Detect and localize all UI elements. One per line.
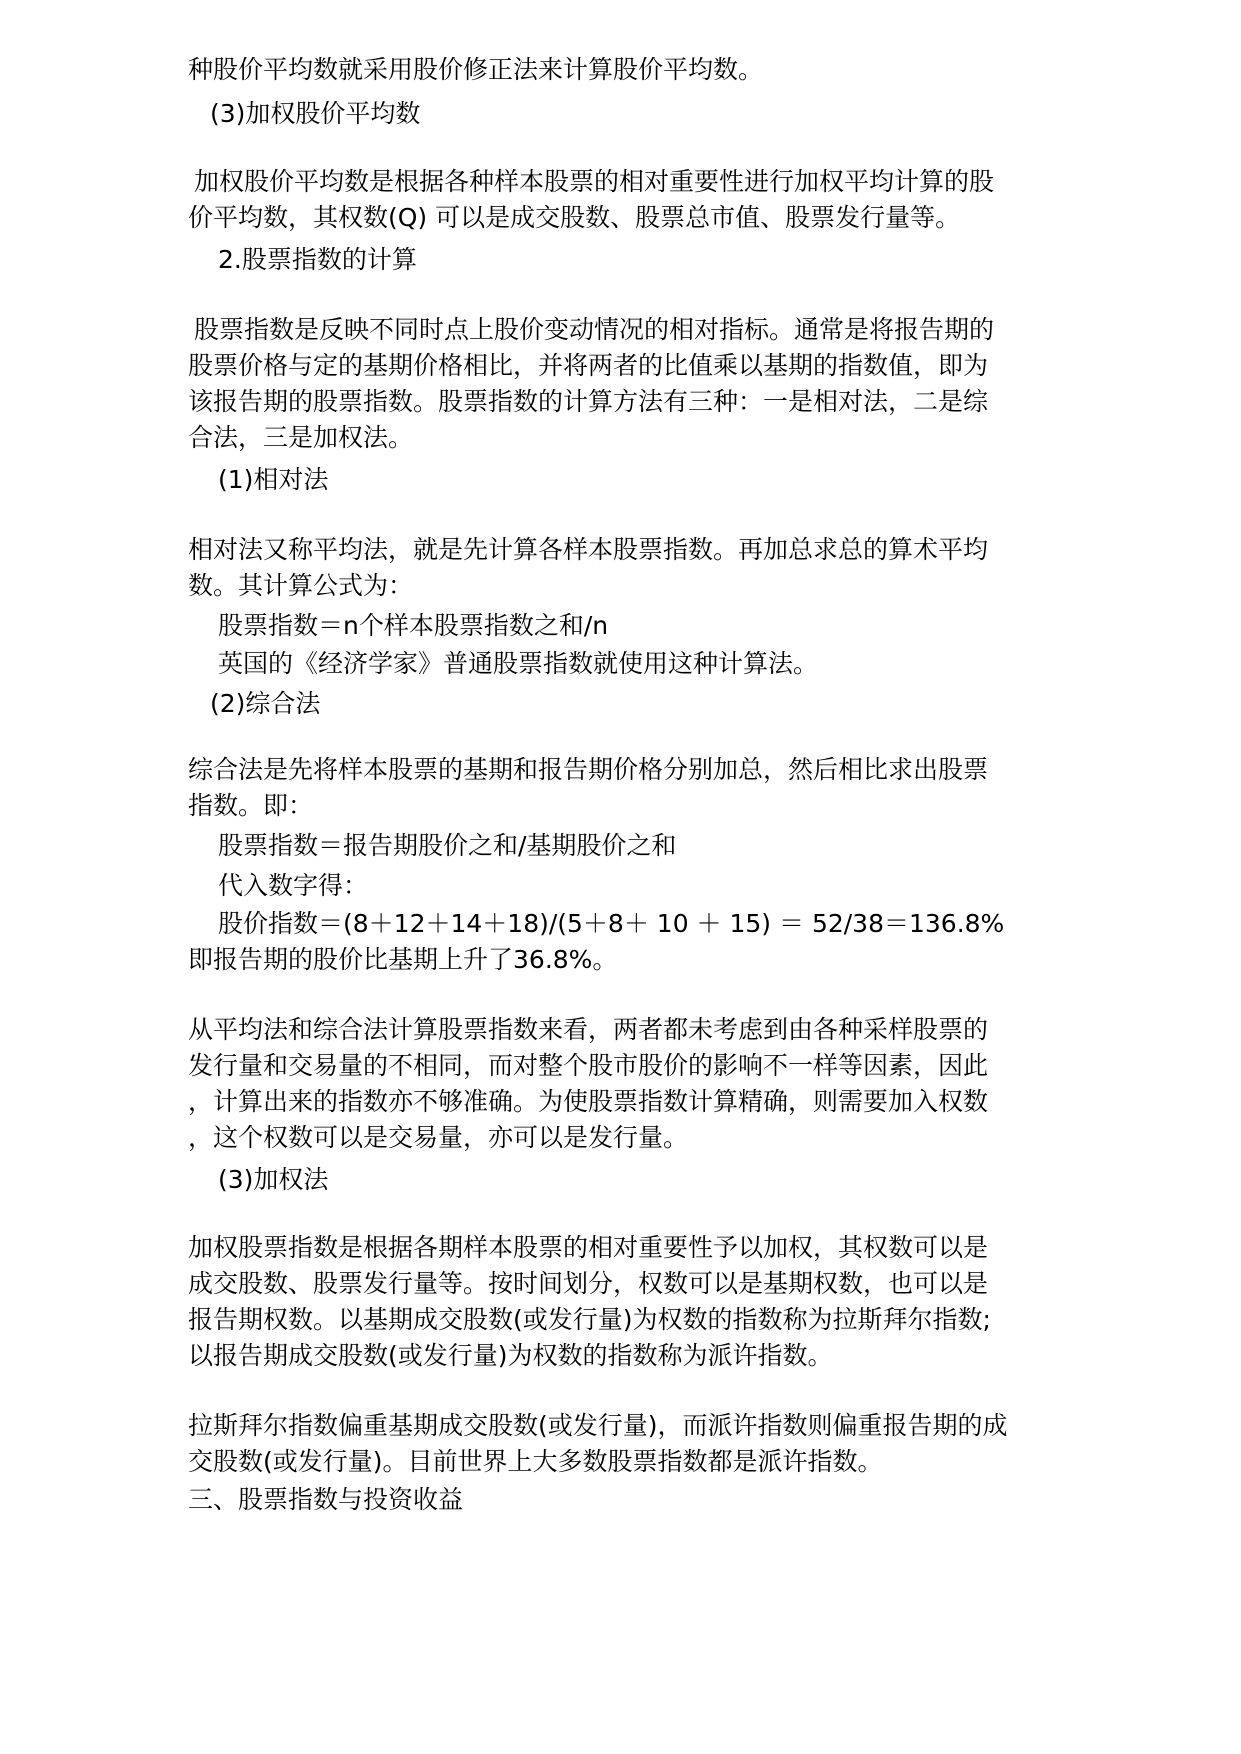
text-line: 代入数字得： xyxy=(218,871,369,900)
text-line: 即报告期的股价比基期上升了36.8%。 xyxy=(188,945,618,974)
text-line: 价平均数，其权数(Q) 可以是成交股数、股票总市值、股票发行量等。 xyxy=(188,203,961,232)
text-line: 成交股数、股票发行量等。按时间划分，权数可以是基期权数，也可以是 xyxy=(188,1269,989,1298)
formula-line: 股票指数＝n个样本股票指数之和/n xyxy=(218,611,609,640)
subheading: (2)综合法 xyxy=(210,689,321,718)
section-heading: 三、股票指数与投资收益 xyxy=(188,1485,464,1514)
text-line: 以报告期成交股数(或发行量)为权数的指数称为派许指数。 xyxy=(188,1341,833,1370)
text-line: 相对法又称平均法，就是先计算各样本股票指数。再加总求总的算术平均 xyxy=(188,535,989,564)
formula-line: 股价指数＝(8＋12＋14＋18)/(5＋8＋ 10 ＋ 15) ＝ 52/38＝136.8% xyxy=(218,909,1005,938)
text-line: 拉斯拜尔指数偏重基期成交股数(或发行量)，而派许指数则偏重报告期的成 xyxy=(188,1411,1008,1440)
text-line: 数。其计算公式为： xyxy=(188,571,414,600)
section-heading: 2.股票指数的计算 xyxy=(218,245,417,274)
text-line: 从平均法和综合法计算股票指数来看，两者都未考虑到由各种采样股票的 xyxy=(188,1015,989,1044)
text-line: 合法，三是加权法。 xyxy=(188,423,414,452)
text-line: ，计算出来的指数亦不够准确。为使股票指数计算精确，则需要加入权数 xyxy=(188,1087,989,1116)
subheading: (1)相对法 xyxy=(218,465,329,494)
text-line: 报告期权数。以基期成交股数(或发行量)为权数的指数称为拉斯拜尔指数; xyxy=(188,1305,991,1334)
text-line: 交股数(或发行量)。目前世界上大多数股票指数都是派许指数。 xyxy=(188,1447,883,1476)
text-line: 股票指数是反映不同时点上股价变动情况的相对指标。通常是将报告期的 xyxy=(194,315,995,344)
subheading: (3)加权法 xyxy=(218,1165,329,1194)
text-line: 指数。即： xyxy=(188,791,314,820)
text-line: 发行量和交易量的不相同，而对整个股市股价的影响不一样等因素，因此 xyxy=(188,1051,989,1080)
text-line: 股票价格与定的基期价格相比，并将两者的比值乘以基期的指数值，即为 xyxy=(188,351,989,380)
text-line: 综合法是先将样本股票的基期和报告期价格分别加总，然后相比求出股票 xyxy=(188,755,989,784)
text-line: ，这个权数可以是交易量，亦可以是发行量。 xyxy=(188,1123,689,1152)
text-line: 英国的《经济学家》普通股票指数就使用这种计算法。 xyxy=(218,649,819,678)
text-line: 该报告期的股票指数。股票指数的计算方法有三种：一是相对法，二是综 xyxy=(188,387,989,416)
formula-line: 股票指数＝报告期股价之和/基期股价之和 xyxy=(218,831,677,860)
text-line: 种股价平均数就采用股价修正法来计算股价平均数。 xyxy=(188,55,764,84)
subheading: (3)加权股价平均数 xyxy=(210,99,421,128)
text-line: 加权股价平均数是根据各种样本股票的相对重要性进行加权平均计算的股 xyxy=(194,167,995,196)
text-line: 加权股票指数是根据各期样本股票的相对重要性予以加权，其权数可以是 xyxy=(188,1233,989,1262)
